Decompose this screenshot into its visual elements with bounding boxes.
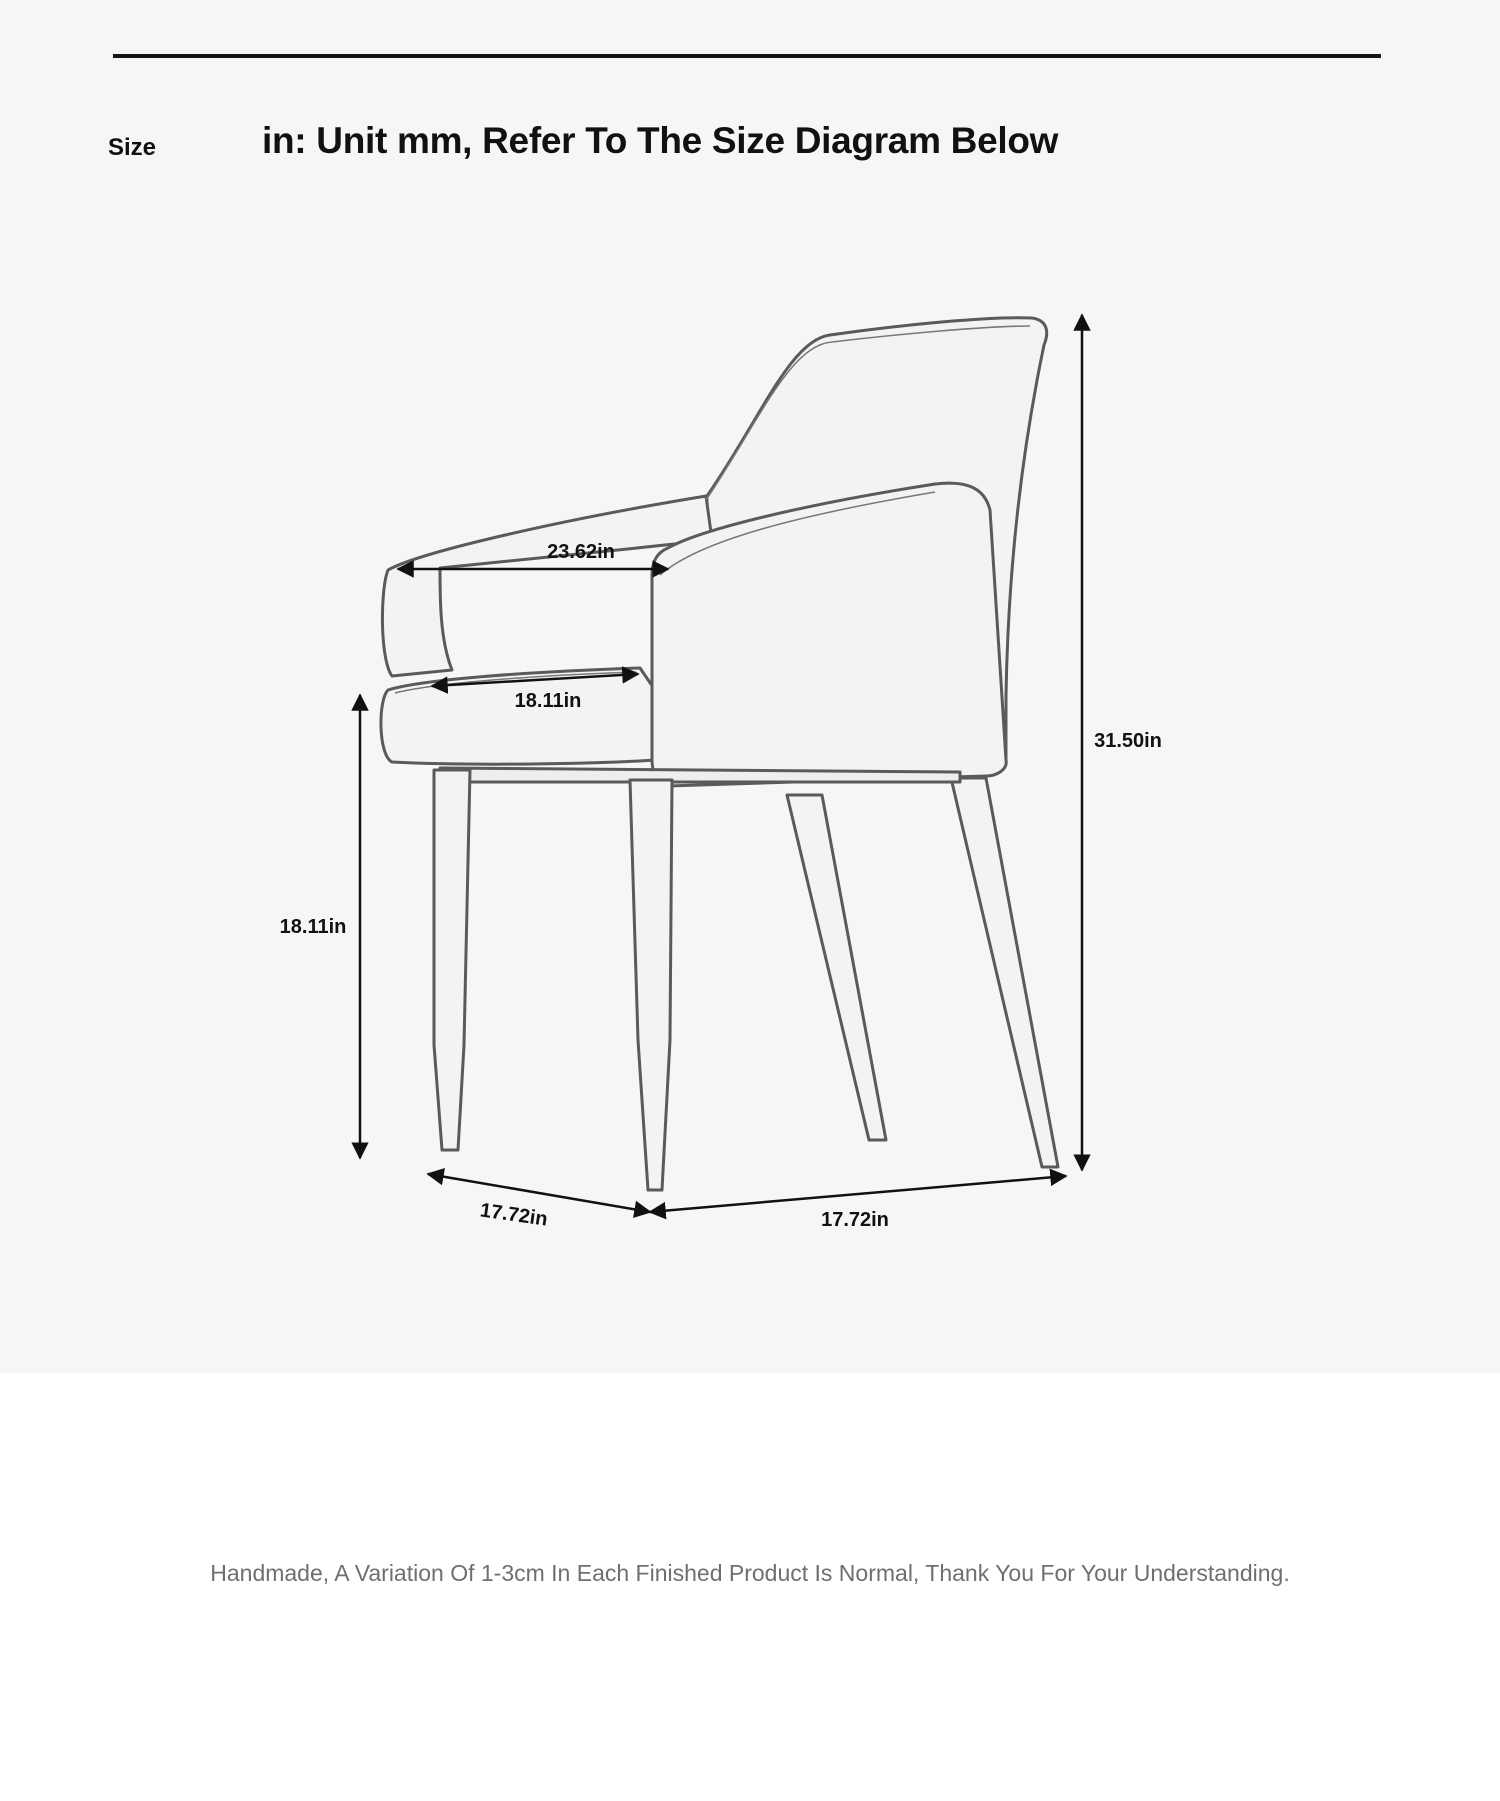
chair-leg-front-left: [434, 770, 470, 1150]
arm-width-label: 23.62in: [547, 541, 615, 563]
chair-leg-back-right: [951, 778, 1058, 1167]
chair-drawing: [381, 318, 1058, 1190]
base-width-label: 17.72in: [821, 1209, 889, 1231]
handmade-note: Handmade, A Variation Of 1-3cm In Each Finished Product Is Normal, Thank You For Your Understanding.: [210, 1560, 1290, 1586]
total-height-label: 31.50in: [1094, 730, 1162, 752]
base-depth-arrow: [428, 1174, 650, 1212]
size-label: Size: [108, 134, 157, 161]
chair-seat-cushion: [381, 668, 655, 764]
base-depth-label: 17.72in: [478, 1199, 549, 1231]
chair-leg-back-left: [787, 795, 886, 1140]
chair-leg-front-right: [630, 780, 672, 1190]
chair-seat-frame: [440, 768, 960, 782]
seat-depth-label: 18.11in: [514, 690, 582, 712]
seat-height-label: 18.11in: [279, 916, 347, 938]
base-width-arrow: [650, 1176, 1066, 1212]
size-title: in: Unit mm, Refer To The Size Diagram Below: [262, 120, 1059, 161]
